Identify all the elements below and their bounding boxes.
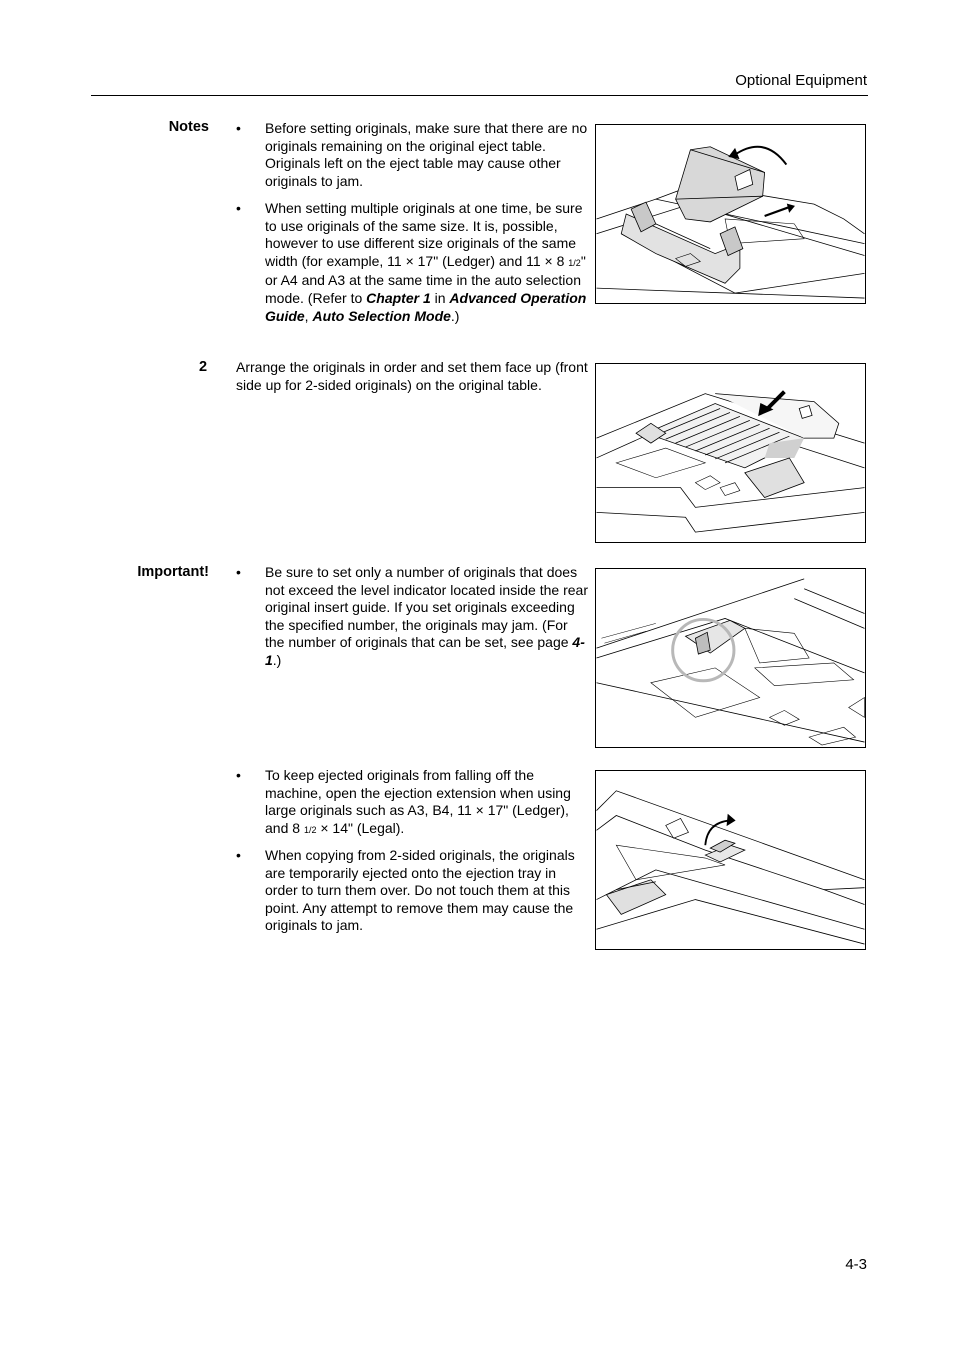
figure-level-indicator — [595, 568, 866, 748]
notes-bullet-2: • — [236, 200, 241, 216]
notes-bullet-1: • — [236, 120, 241, 136]
page-number: 4-3 — [845, 1256, 867, 1273]
header-rule — [91, 95, 868, 96]
figure-set-originals — [595, 363, 866, 543]
notes-label: Notes — [168, 119, 209, 135]
figure-eject-table — [595, 124, 866, 304]
important-item-3: When copying from 2-sided originals, the originals are temporarily ejected onto the ejection tray in order to turn them over. Do not touch them at this point. Any attempt to remove them may cause the originals to jam. — [265, 847, 575, 934]
notes-item-1: Before setting originals, make sure that there are no originals remaining on the original eject table. Originals left on the eject table may cause other originals to jam. — [265, 120, 588, 189]
important-bullet-1: • — [236, 564, 241, 580]
step-2-number: 2 — [199, 359, 208, 375]
important-bullet-2: • — [236, 767, 241, 783]
important-label: Important! — [137, 564, 209, 580]
step-2-text: Arrange the originals in order and set them face up (front side up for 2-sided originals) on the original table. — [236, 359, 588, 393]
header-title: Optional Equipment — [735, 72, 867, 89]
figure-ejection-extension — [595, 770, 866, 950]
important-bullet-3: • — [236, 847, 241, 863]
notes-item-2: When setting multiple originals at one time, be sure to use originals of the same size. It is, possible, however to use different size originals of the same width (for example, 11 × 17" (Ledger) and 11 × 8 1/2" or A4 and A3 at the same time in the auto selection mode. (Refer to Chapter 1 in Advanced Operation Guide, Auto Selection Mode.) — [265, 200, 587, 324]
important-item-2: To keep ejected originals from falling off the machine, open the ejection extension when using large originals such as A3, B4, 11 × 17" (Ledger), and 8 1/2 × 14" (Legal). — [265, 767, 571, 836]
important-item-1: Be sure to set only a number of originals that does not exceed the level indicator located inside the rear original insert guide. If you set originals exceeding the specified number, the originals may jam. (For the number of originals that can be set, see page 4-1.) — [265, 564, 588, 668]
